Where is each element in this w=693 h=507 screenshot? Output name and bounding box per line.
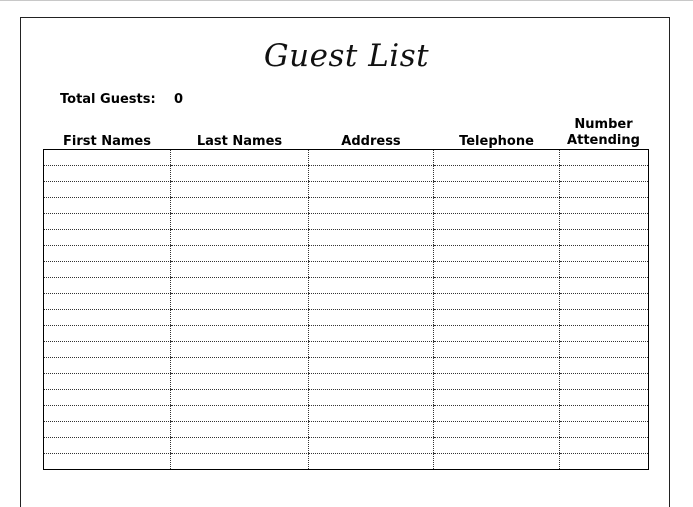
number-attending-cell[interactable] [560, 214, 649, 230]
telephone-cell[interactable] [434, 374, 560, 390]
address-cell[interactable] [309, 198, 434, 214]
first-names-cell[interactable] [44, 374, 171, 390]
number-attending-cell[interactable] [560, 294, 649, 310]
telephone-cell[interactable] [434, 358, 560, 374]
table-row [44, 214, 649, 230]
telephone-cell[interactable] [434, 246, 560, 262]
address-cell[interactable] [309, 326, 434, 342]
first-names-cell[interactable] [44, 454, 171, 470]
first-names-cell[interactable] [44, 390, 171, 406]
table-row [44, 358, 649, 374]
telephone-cell[interactable] [434, 262, 560, 278]
table-row [44, 454, 649, 470]
last-names-cell[interactable] [171, 262, 309, 278]
guest-list-table [43, 149, 649, 470]
last-names-cell[interactable] [171, 294, 309, 310]
first-names-cell[interactable] [44, 262, 171, 278]
number-attending-cell[interactable] [560, 326, 649, 342]
first-names-cell[interactable] [44, 422, 171, 438]
last-names-cell[interactable] [171, 390, 309, 406]
table-row [44, 246, 649, 262]
number-attending-cell[interactable] [560, 278, 649, 294]
table-row [44, 390, 649, 406]
telephone-cell[interactable] [434, 182, 560, 198]
column-header-number-line: Number [574, 117, 633, 132]
table-row [44, 342, 649, 358]
last-names-cell[interactable] [171, 246, 309, 262]
telephone-cell[interactable] [434, 326, 560, 342]
telephone-cell[interactable] [434, 454, 560, 470]
table-row [44, 294, 649, 310]
address-cell[interactable] [309, 246, 434, 262]
column-header-number-attending [560, 117, 647, 149]
telephone-cell[interactable] [434, 166, 560, 182]
telephone-cell[interactable] [434, 438, 560, 454]
table-row [44, 198, 649, 214]
telephone-cell[interactable] [434, 214, 560, 230]
telephone-cell[interactable] [434, 150, 560, 166]
number-attending-cell[interactable] [560, 310, 649, 326]
number-attending-cell[interactable] [560, 166, 649, 182]
column-header-first-names: First Names [63, 134, 151, 149]
first-names-cell[interactable] [44, 246, 171, 262]
address-cell[interactable] [309, 166, 434, 182]
number-attending-cell[interactable] [560, 454, 649, 470]
number-attending-cell[interactable] [560, 246, 649, 262]
last-names-cell[interactable] [171, 166, 309, 182]
address-cell[interactable] [309, 374, 434, 390]
first-names-cell[interactable] [44, 166, 171, 182]
guest-list-body [44, 150, 649, 470]
first-names-cell[interactable] [44, 294, 171, 310]
number-attending-cell[interactable] [560, 198, 649, 214]
column-header-telephone: Telephone [459, 134, 534, 149]
table-row [44, 374, 649, 390]
first-names-cell[interactable] [44, 342, 171, 358]
number-attending-cell[interactable] [560, 438, 649, 454]
telephone-cell[interactable] [434, 198, 560, 214]
address-cell[interactable] [309, 390, 434, 406]
table-row [44, 278, 649, 294]
last-names-cell[interactable] [171, 310, 309, 326]
first-names-cell[interactable] [44, 310, 171, 326]
total-guests-value[interactable]: 0 [174, 92, 184, 107]
last-names-cell[interactable] [171, 422, 309, 438]
first-names-cell[interactable] [44, 358, 171, 374]
first-names-cell[interactable] [44, 278, 171, 294]
first-names-cell[interactable] [44, 182, 171, 198]
top-border-line [0, 0, 693, 1]
last-names-cell[interactable] [171, 406, 309, 422]
last-names-cell[interactable] [171, 214, 309, 230]
address-cell[interactable] [309, 358, 434, 374]
first-names-cell[interactable] [44, 326, 171, 342]
address-cell[interactable] [309, 310, 434, 326]
first-names-cell[interactable] [44, 214, 171, 230]
address-cell[interactable] [309, 150, 434, 166]
address-cell[interactable] [309, 230, 434, 246]
number-attending-cell[interactable] [560, 358, 649, 374]
column-header-attending-line: Attending [567, 133, 640, 148]
table-row [44, 422, 649, 438]
number-attending-cell[interactable] [560, 422, 649, 438]
last-names-cell[interactable] [171, 278, 309, 294]
telephone-cell[interactable] [434, 230, 560, 246]
last-names-cell[interactable] [171, 198, 309, 214]
address-cell[interactable] [309, 278, 434, 294]
number-attending-cell[interactable] [560, 374, 649, 390]
table-row [44, 262, 649, 278]
address-cell[interactable] [309, 182, 434, 198]
address-cell[interactable] [309, 422, 434, 438]
table-row [44, 406, 649, 422]
address-cell[interactable] [309, 406, 434, 422]
first-names-cell[interactable] [44, 406, 171, 422]
telephone-cell[interactable] [434, 310, 560, 326]
last-names-cell[interactable] [171, 150, 309, 166]
last-names-cell[interactable] [171, 454, 309, 470]
page-title: Guest List [263, 38, 430, 74]
table-row [44, 166, 649, 182]
table-row [44, 150, 649, 166]
address-cell[interactable] [309, 294, 434, 310]
address-cell[interactable] [309, 214, 434, 230]
last-names-cell[interactable] [171, 230, 309, 246]
table-row [44, 438, 649, 454]
address-cell[interactable] [309, 342, 434, 358]
last-names-cell[interactable] [171, 358, 309, 374]
total-guests-label: Total Guests: [60, 92, 156, 107]
telephone-cell[interactable] [434, 294, 560, 310]
number-attending-cell[interactable] [560, 262, 649, 278]
telephone-cell[interactable] [434, 278, 560, 294]
first-names-cell[interactable] [44, 438, 171, 454]
table-row [44, 182, 649, 198]
number-attending-cell[interactable] [560, 182, 649, 198]
number-attending-cell[interactable] [560, 406, 649, 422]
number-attending-cell[interactable] [560, 230, 649, 246]
table-row [44, 310, 649, 326]
address-cell[interactable] [309, 262, 434, 278]
last-names-cell[interactable] [171, 438, 309, 454]
telephone-cell[interactable] [434, 342, 560, 358]
first-names-cell[interactable] [44, 198, 171, 214]
telephone-cell[interactable] [434, 422, 560, 438]
column-header-last-names: Last Names [196, 134, 283, 149]
number-attending-cell[interactable] [560, 390, 649, 406]
table-row [44, 230, 649, 246]
telephone-cell[interactable] [434, 406, 560, 422]
address-cell[interactable] [309, 438, 434, 454]
number-attending-cell[interactable] [560, 342, 649, 358]
column-header-address: Address [341, 134, 401, 149]
last-names-cell[interactable] [171, 374, 309, 390]
first-names-cell[interactable] [44, 230, 171, 246]
telephone-cell[interactable] [434, 390, 560, 406]
number-attending-cell[interactable] [560, 150, 649, 166]
last-names-cell[interactable] [171, 342, 309, 358]
first-names-cell[interactable] [44, 150, 171, 166]
last-names-cell[interactable] [171, 182, 309, 198]
last-names-cell[interactable] [171, 326, 309, 342]
address-cell[interactable] [309, 454, 434, 470]
table-row [44, 326, 649, 342]
